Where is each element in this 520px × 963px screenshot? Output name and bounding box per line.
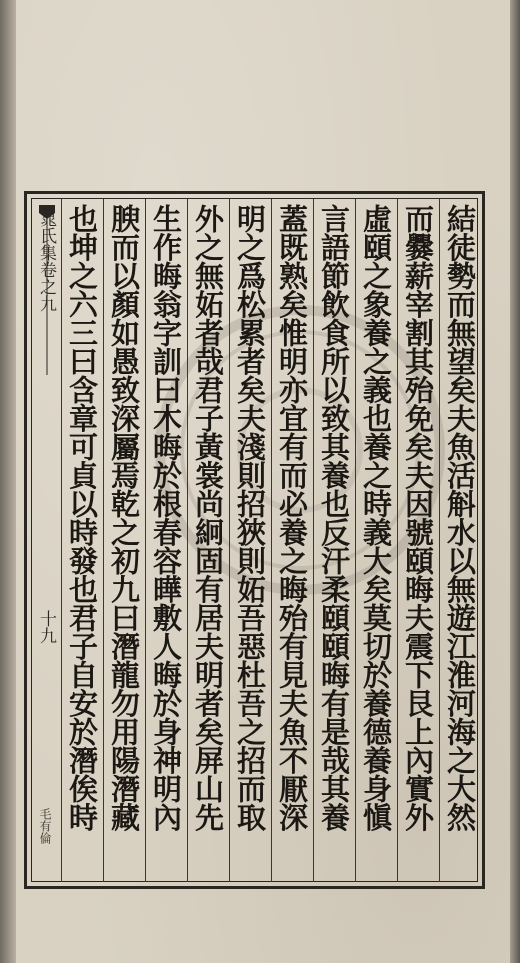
column-rule — [355, 199, 356, 882]
margin-book-title: 晁氏集卷之九 — [36, 210, 56, 312]
page-edge-shadow — [510, 0, 520, 963]
column-rule — [145, 199, 146, 882]
margin-colophon: 毛有倫 — [38, 808, 52, 844]
text-column-7: 外之無妬者哉君子黃裳尚絅固有居夫明者矣屏山先 — [191, 204, 225, 831]
text-column-4: 言語節飲食所以致其養也反汗柔頤頤晦有是哉其養 — [317, 204, 351, 831]
column-rule — [313, 199, 314, 882]
column-rule — [439, 199, 440, 882]
text-column-6: 明之爲松累者矣夫淺則招狹則妬吾惡杜吾之招而取 — [233, 204, 267, 831]
text-column-9: 腴而以顏如愚致深屬焉乾之初九曰潛龍勿用陽潛藏 — [107, 204, 141, 831]
margin-page-number: 十九 — [36, 610, 56, 644]
column-rule — [271, 199, 272, 882]
text-column-2: 而爨薪宰割其殆免矣夫因號頤晦夫震下艮上內實外 — [401, 204, 435, 831]
text-column-8: 生作晦翁字訓曰木晦於根春容曄敷人晦於身神明內 — [149, 204, 183, 831]
book-spine-shadow — [0, 0, 16, 963]
text-column-1: 結徒勢而無望矣夫魚活斛水以無遊江淮河海之大然 — [443, 204, 477, 831]
column-rule — [61, 199, 62, 882]
text-column-5: 蓋既熟矣惟明亦宜有而必養之晦殆有見夫魚不厭深 — [275, 204, 309, 831]
text-column-3: 虛頤之象養之義也養之時義大矣莫切於養德養身愼 — [359, 204, 393, 831]
column-rule — [229, 199, 230, 882]
column-rule — [103, 199, 104, 882]
column-rule — [187, 199, 188, 882]
text-column-10: 也坤之六三曰含章可貞以時發也君子自安於潛俟時 — [65, 204, 99, 831]
column-rule — [397, 199, 398, 882]
